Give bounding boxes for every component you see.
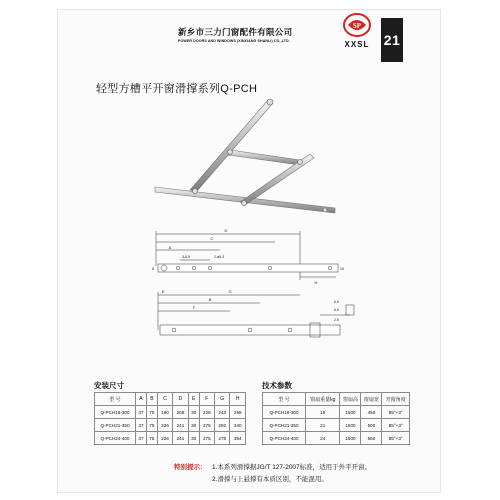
dim-a-label: A (168, 245, 172, 250)
table-cell: 37 (136, 432, 147, 445)
table-cell: Q-PCH24-400 (95, 432, 136, 445)
table-cell: 30 (188, 419, 199, 432)
table-cell: 450 (361, 406, 382, 419)
table-row (95, 419, 246, 432)
table-header-cell: 窗扇宽 (361, 393, 382, 406)
page-number: 21 (381, 18, 403, 62)
table-cell: 30 (188, 432, 199, 445)
dim-e-label: E (162, 289, 165, 294)
table-header-cell: 型 号 (95, 393, 136, 406)
table-cell: 275 (215, 432, 230, 445)
dim-h-label: H (314, 280, 318, 285)
table-cell: Q-PCH24-400 (263, 432, 306, 445)
table-cell: 37 (136, 419, 147, 432)
table-header-cell: B (146, 393, 157, 406)
table-cell: 37 (136, 406, 147, 419)
table-header-cell: 型 号 (263, 393, 306, 406)
table-cell: Q-PCH18-300 (263, 406, 306, 419)
page-title: 轻型方槽平开窗滑撑系列Q-PCH (96, 83, 258, 95)
table-cell: 243 (215, 406, 230, 419)
install-section-title: 安装尺寸 (94, 381, 124, 390)
dim-8-label: 8 (152, 267, 154, 271)
special-note-label: 特别提示： (174, 464, 207, 471)
table-cell: 24 (306, 432, 340, 445)
install-dimensions-table (94, 392, 246, 445)
table-header-cell: F (199, 393, 214, 406)
table-cell: 1500 (340, 419, 361, 432)
table-cell: 21 (306, 419, 340, 432)
table-cell: 1500 (340, 406, 361, 419)
table-header-cell: E (188, 393, 199, 406)
table-cell: 292 (215, 419, 230, 432)
table-cell: 75 (146, 419, 157, 432)
company-name-en: POWER DOORS AND WINDOWS (XINXIANG SHANLI) CO.,LTD. (178, 39, 290, 43)
table-cell: 75 (146, 406, 157, 419)
special-note-line-2: 2.滑撑与上悬撑有本质区别，不能混用。 (212, 476, 328, 483)
table-cell: 85°+3° (382, 406, 410, 419)
table-cell: 30 (188, 406, 199, 419)
dim-6-5-label: 6.5 (334, 300, 339, 304)
company-logo (340, 12, 374, 52)
table-cell: 500 (361, 419, 382, 432)
table-cell: 85°+3° (382, 419, 410, 432)
table-cell: 241 (173, 432, 188, 445)
dim-f-label: F (192, 305, 196, 310)
table-header-row (263, 393, 410, 406)
table-header-cell: 窗扇高 (340, 393, 361, 406)
table-row (263, 432, 410, 445)
technical-parameters-table (262, 392, 410, 445)
table-cell: 226 (157, 419, 172, 432)
table-header-cell: 窗扇重量kg (306, 393, 340, 406)
dim-2-5-label: 2.5 (334, 318, 339, 322)
table-row (263, 406, 410, 419)
table-header-cell: A (136, 393, 147, 406)
special-note-line-1: 1.本系列滑撑据JG/T 127-2007标准，适用于外平开窗。 (212, 464, 372, 471)
table-cell: 228 (199, 406, 214, 419)
table-cell: 394 (230, 432, 246, 445)
table-cell: 206 (173, 406, 188, 419)
table-cell: 295 (230, 406, 246, 419)
friction-stay-photo (150, 92, 340, 217)
dim-3-6-5-label: 3-6.5 (182, 255, 190, 259)
table-header-cell: 开窗角度 (382, 393, 410, 406)
company-name-cn: 新乡市三力门窗配件有限公司 (178, 27, 293, 37)
table-header-row (95, 393, 246, 406)
table-row (95, 432, 246, 445)
dim-b-label: B (208, 297, 212, 302)
dim-c-label: C (210, 236, 214, 241)
table-cell: Q-PCH21-350 (95, 419, 136, 432)
table-cell: Q-PCH21-350 (263, 419, 306, 432)
table-cell: 226 (157, 432, 172, 445)
dimension-drawing-side (150, 285, 365, 355)
table-header-cell: D (173, 393, 188, 406)
table-header-cell: C (157, 393, 172, 406)
table-cell: 275 (199, 432, 214, 445)
table-cell: 340 (230, 419, 246, 432)
table-cell: 85°+3° (382, 432, 410, 445)
table-header-cell: H (230, 393, 246, 406)
table-cell: 1500 (340, 432, 361, 445)
table-row (95, 406, 246, 419)
tech-section-title: 技术参数 (262, 381, 292, 390)
svg-text:SP: SP (352, 22, 362, 30)
table-cell: 275 (199, 419, 214, 432)
table-cell: 18 (306, 406, 340, 419)
table-cell: 241 (173, 419, 188, 432)
table-cell: 550 (361, 432, 382, 445)
dim-2-5-3-label: 2-ø5.3 (214, 255, 225, 259)
table-cell: 190 (157, 406, 172, 419)
dim-d-label: D (224, 228, 228, 233)
dim-g-label: G (228, 289, 232, 294)
table-header-cell: G (215, 393, 230, 406)
table-cell: 75 (146, 432, 157, 445)
dim-5-5-label: 5.5 (334, 308, 339, 312)
dim-15-label: 15 (340, 267, 344, 271)
table-row (263, 419, 410, 432)
logo-text: XXSL (344, 40, 370, 49)
table-cell: Q-PCH18-300 (95, 406, 136, 419)
